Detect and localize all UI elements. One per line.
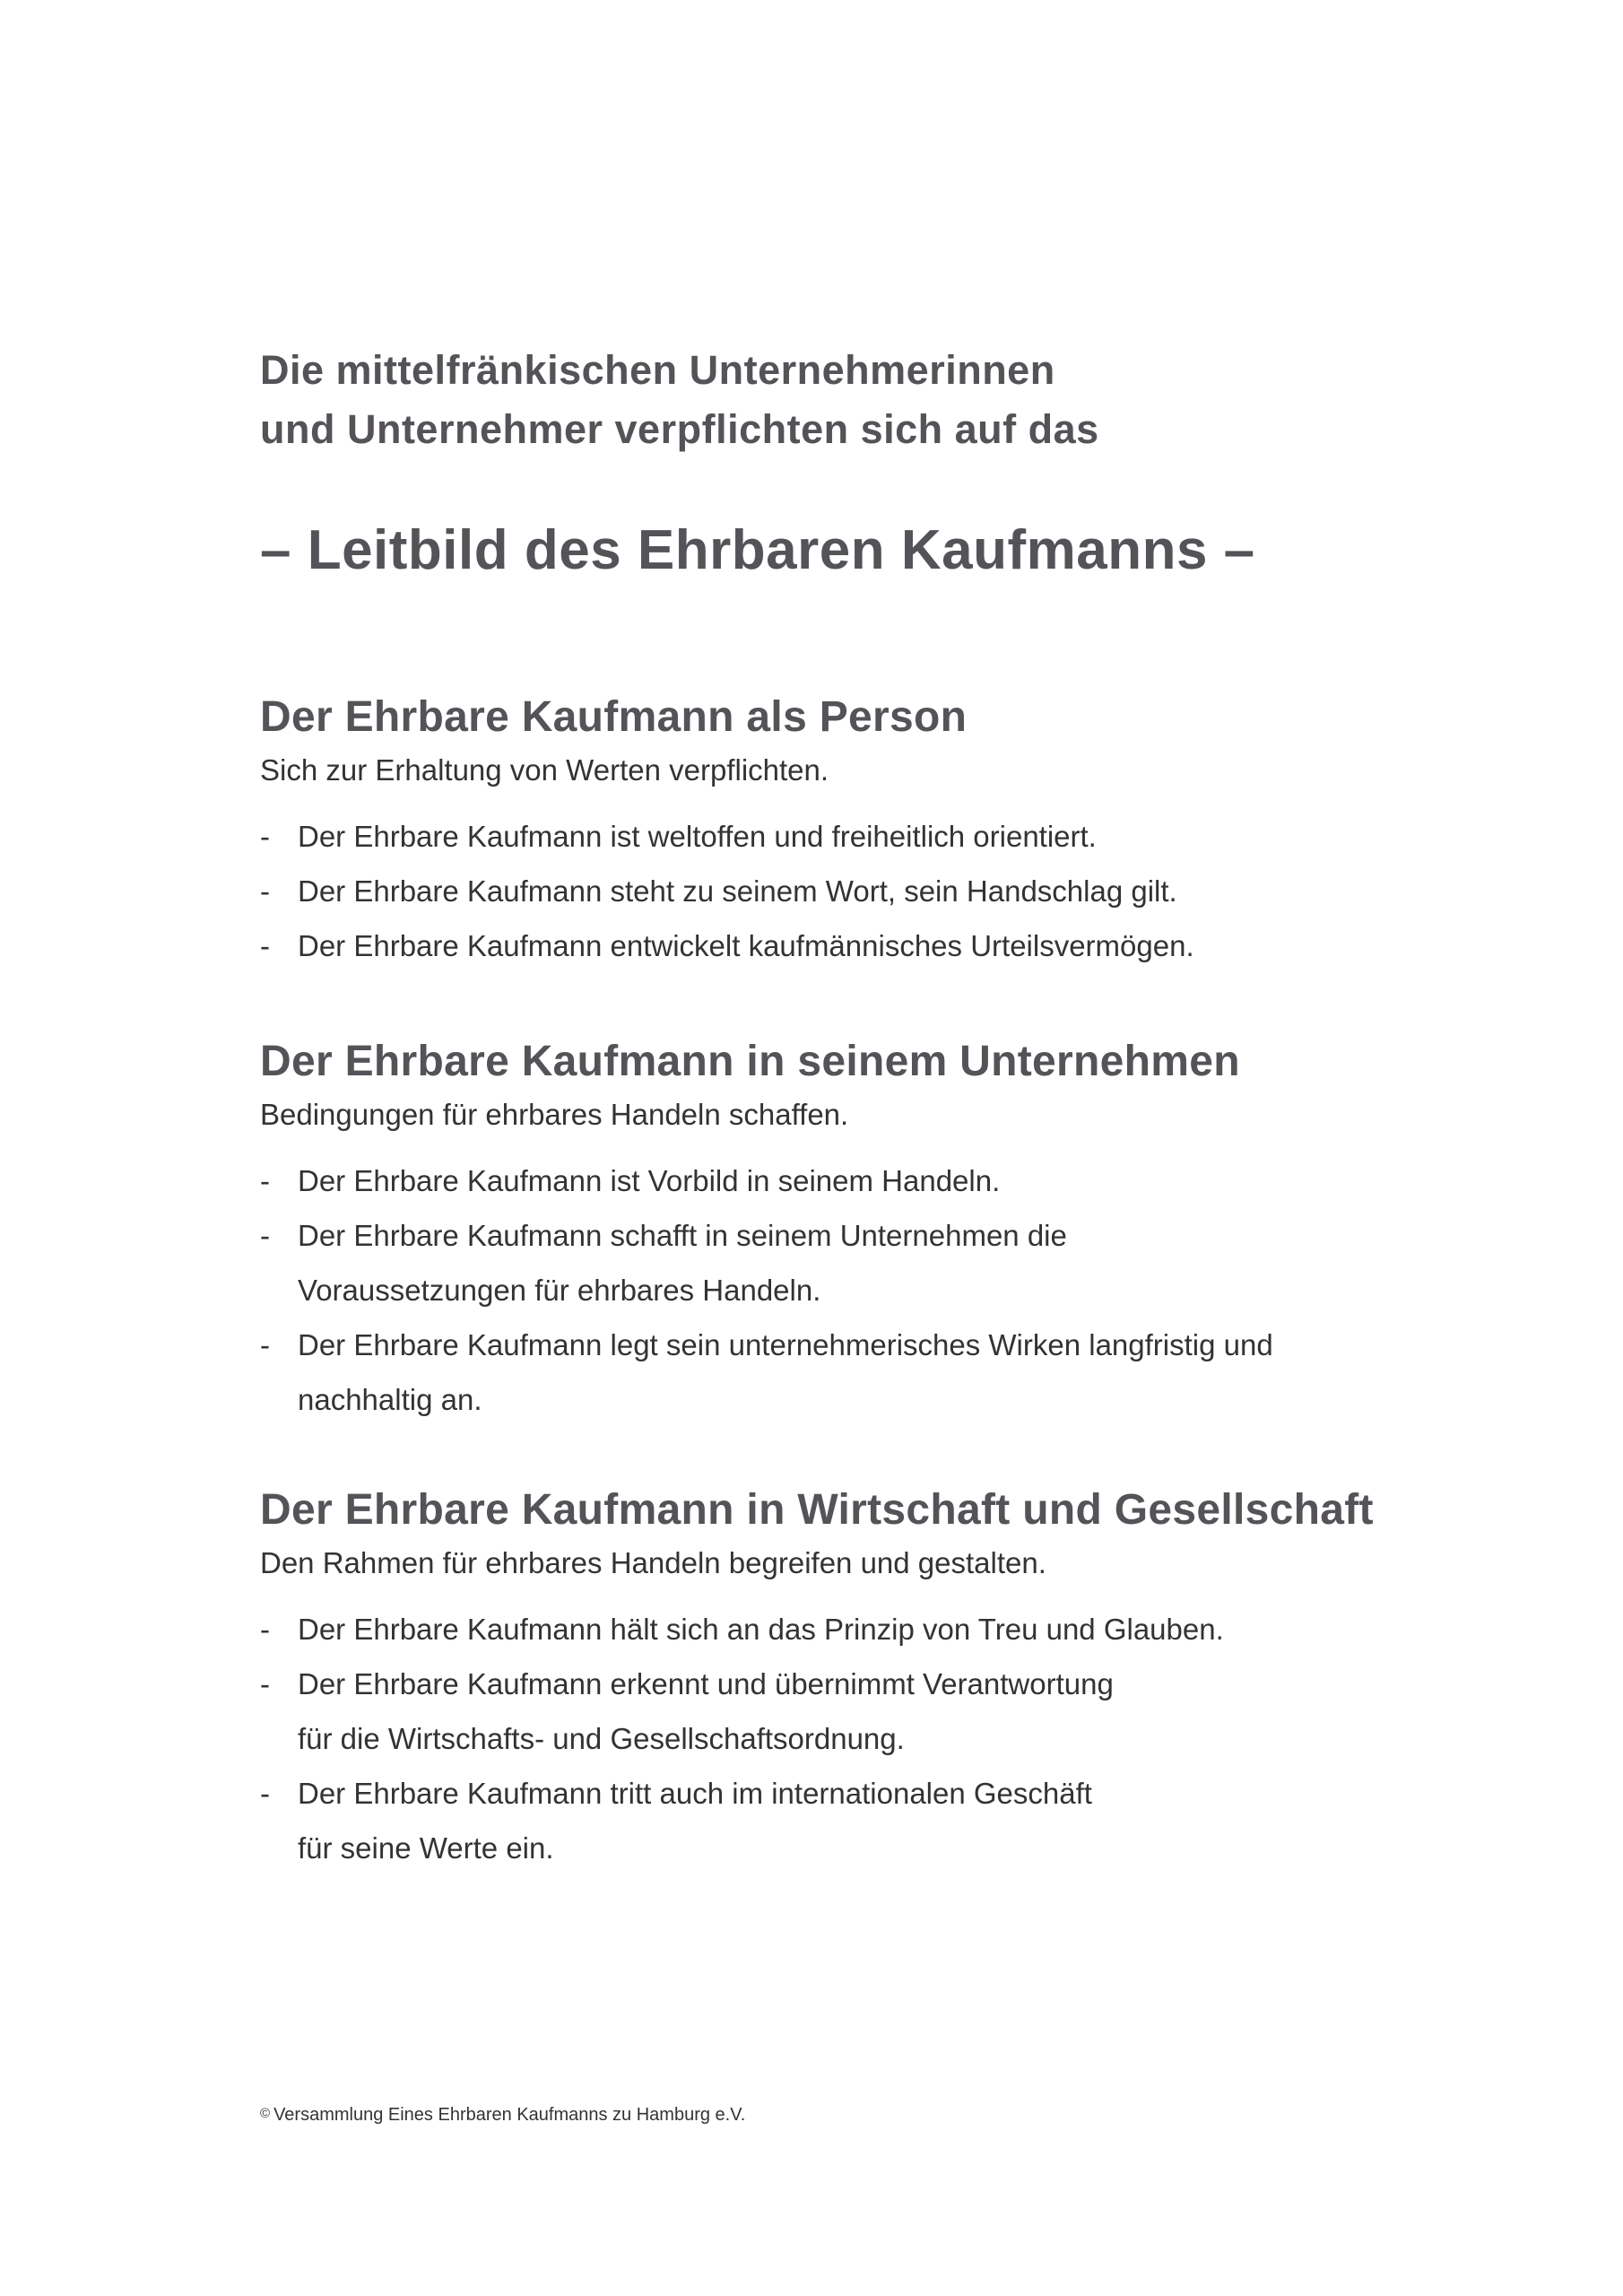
intro-line-1: Die mittelfränkischen Unternehmerinnen [260, 347, 1055, 393]
dash-bullet: - [260, 929, 270, 962]
section-economy-society [260, 1482, 1480, 1875]
bullet-list [260, 1153, 1480, 1427]
list-item [260, 1766, 1480, 1875]
section-company [260, 1033, 1480, 1427]
copyright-icon: © [260, 2106, 271, 2121]
bullet-text: Der Ehrbare Kaufmann hält sich an das Prinzip von Treu und Glauben. [298, 1613, 1224, 1646]
list-item [260, 864, 1480, 918]
bullet-text: Der Ehrbare Kaufmann entwickelt kaufmännisches Urteilsvermögen. [298, 929, 1194, 962]
bullet-text: Der Ehrbare Kaufmann schafft in seinem Unternehmen die [298, 1219, 1067, 1252]
bullet-text-continued: Voraussetzungen für ehrbares Handeln. [298, 1274, 821, 1307]
bullet-list [260, 1602, 1480, 1875]
list-item [260, 1318, 1480, 1427]
intro-text [260, 341, 1480, 459]
intro-line-2: und Unternehmer verpflichten sich auf das [260, 406, 1099, 452]
section-heading: Der Ehrbare Kaufmann in seinem Unternehmen [260, 1038, 1240, 1085]
bullet-list [260, 809, 1480, 973]
dash-bullet: - [260, 1613, 270, 1646]
section-subtitle: Den Rahmen für ehrbares Handeln begreifen und gestalten. [260, 1546, 1046, 1579]
dash-bullet: - [260, 874, 270, 908]
dash-bullet: - [260, 1667, 270, 1700]
dash-bullet: - [260, 1164, 270, 1197]
section-heading: Der Ehrbare Kaufmann als Person [260, 693, 968, 741]
list-item [260, 1208, 1480, 1318]
bullet-text-continued: nachhaltig an. [298, 1383, 482, 1416]
dash-bullet: - [260, 1219, 270, 1252]
copyright-footer [260, 2101, 745, 2127]
bullet-text-continued: für seine Werte ein. [298, 1831, 554, 1865]
list-item [260, 1657, 1480, 1766]
bullet-text: Der Ehrbare Kaufmann tritt auch im internationalen Geschäft [298, 1777, 1092, 1810]
section-subtitle: Bedingungen für ehrbares Handeln schaffen. [260, 1098, 849, 1131]
bullet-text: Der Ehrbare Kaufmann erkennt und übernimmt Verantwortung [298, 1667, 1114, 1700]
dash-bullet: - [260, 820, 270, 853]
bullet-text: Der Ehrbare Kaufmann steht zu seinem Wort, sein Handschlag gilt. [298, 874, 1177, 908]
section-subtitle: Sich zur Erhaltung von Werten verpflichten. [260, 753, 829, 787]
section-heading: Der Ehrbare Kaufmann in Wirtschaft und Gesellschaft [260, 1486, 1374, 1534]
section-person [260, 689, 1480, 973]
bullet-text: Der Ehrbare Kaufmann ist weltoffen und freiheitlich orientiert. [298, 820, 1097, 853]
document-page [260, 341, 1480, 587]
list-item [260, 1602, 1480, 1657]
bullet-text: Der Ehrbare Kaufmann legt sein unternehmerisches Wirken langfristig und [298, 1328, 1273, 1361]
copyright-text: Versammlung Eines Ehrbaren Kaufmanns zu Hamburg e.V. [273, 2105, 746, 2125]
document-title: – Leitbild des Ehrbaren Kaufmanns – [260, 519, 1255, 581]
list-item [260, 809, 1480, 864]
bullet-text-continued: für die Wirtschafts- und Gesellschaftsordnung. [298, 1722, 905, 1755]
dash-bullet: - [260, 1328, 270, 1361]
bullet-text: Der Ehrbare Kaufmann ist Vorbild in seinem Handeln. [298, 1164, 1001, 1197]
list-item [260, 1153, 1480, 1208]
dash-bullet: - [260, 1777, 270, 1810]
list-item [260, 918, 1480, 973]
